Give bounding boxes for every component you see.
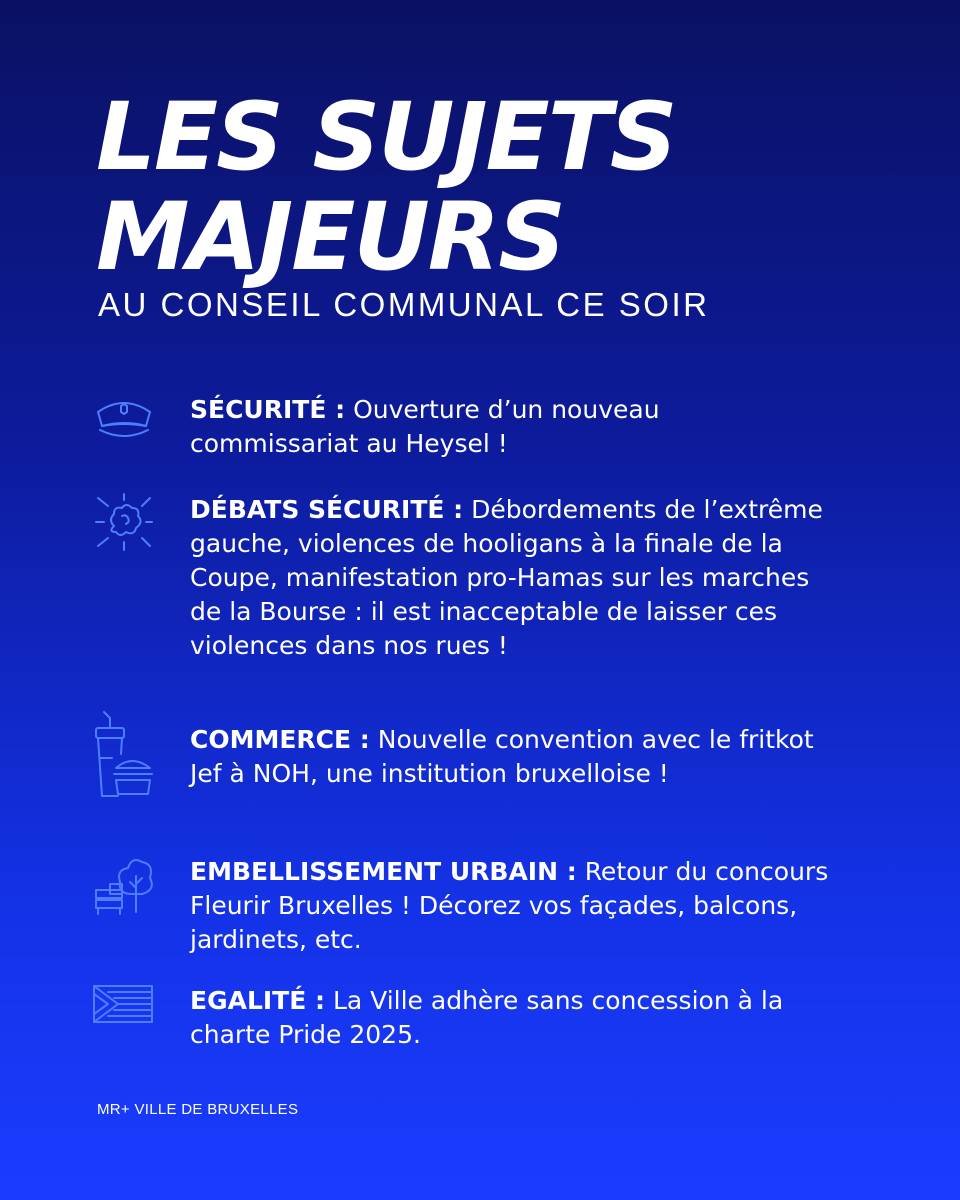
- topic-heading: COMMERCE :: [190, 725, 370, 754]
- topic-heading: EGALITÉ :: [190, 986, 326, 1015]
- subtitle: AU CONSEIL COMMUNAL CE SOIR: [98, 286, 710, 323]
- police-cap-icon: [92, 392, 156, 456]
- explosion-icon: [92, 490, 156, 554]
- page-title: [96, 83, 676, 292]
- title-line-2: MAJEURS: [96, 183, 564, 292]
- fastfood-icon: [92, 710, 156, 800]
- park-bench-tree-icon: [92, 854, 156, 918]
- topic-body: Retour du concours Fleurir Bruxelles ! Décorez vos façades, balcons, jardinets, etc.: [190, 857, 829, 954]
- topic-body: La Ville adhère sans concession à la charte Pride 2025.: [190, 986, 784, 1049]
- title-line-1: LES SUJETS: [96, 83, 676, 192]
- pride-flag-icon: [92, 984, 156, 1024]
- topic-heading: SÉCURITÉ :: [190, 395, 346, 424]
- topic-body: Débordements de l’extrême gauche, violences de hooligans à la finale de la Coupe, manifestation pro-Hamas sur les marches de la Bourse : il est inacceptable de laisser ces violences dans nos rues !: [190, 495, 823, 660]
- footer-brand: MR+ VILLE DE BRUXELLES: [97, 1101, 299, 1118]
- topic-heading: EMBELLISSEMENT URBAIN :: [190, 857, 577, 886]
- topic-body: Nouvelle convention avec le fritkot Jef à NOH, une institution bruxelloise !: [190, 725, 814, 788]
- topic-body: Ouverture d’un nouveau commissariat au Heysel !: [190, 395, 660, 458]
- topic-heading: DÉBATS SÉCURITÉ :: [190, 495, 464, 524]
